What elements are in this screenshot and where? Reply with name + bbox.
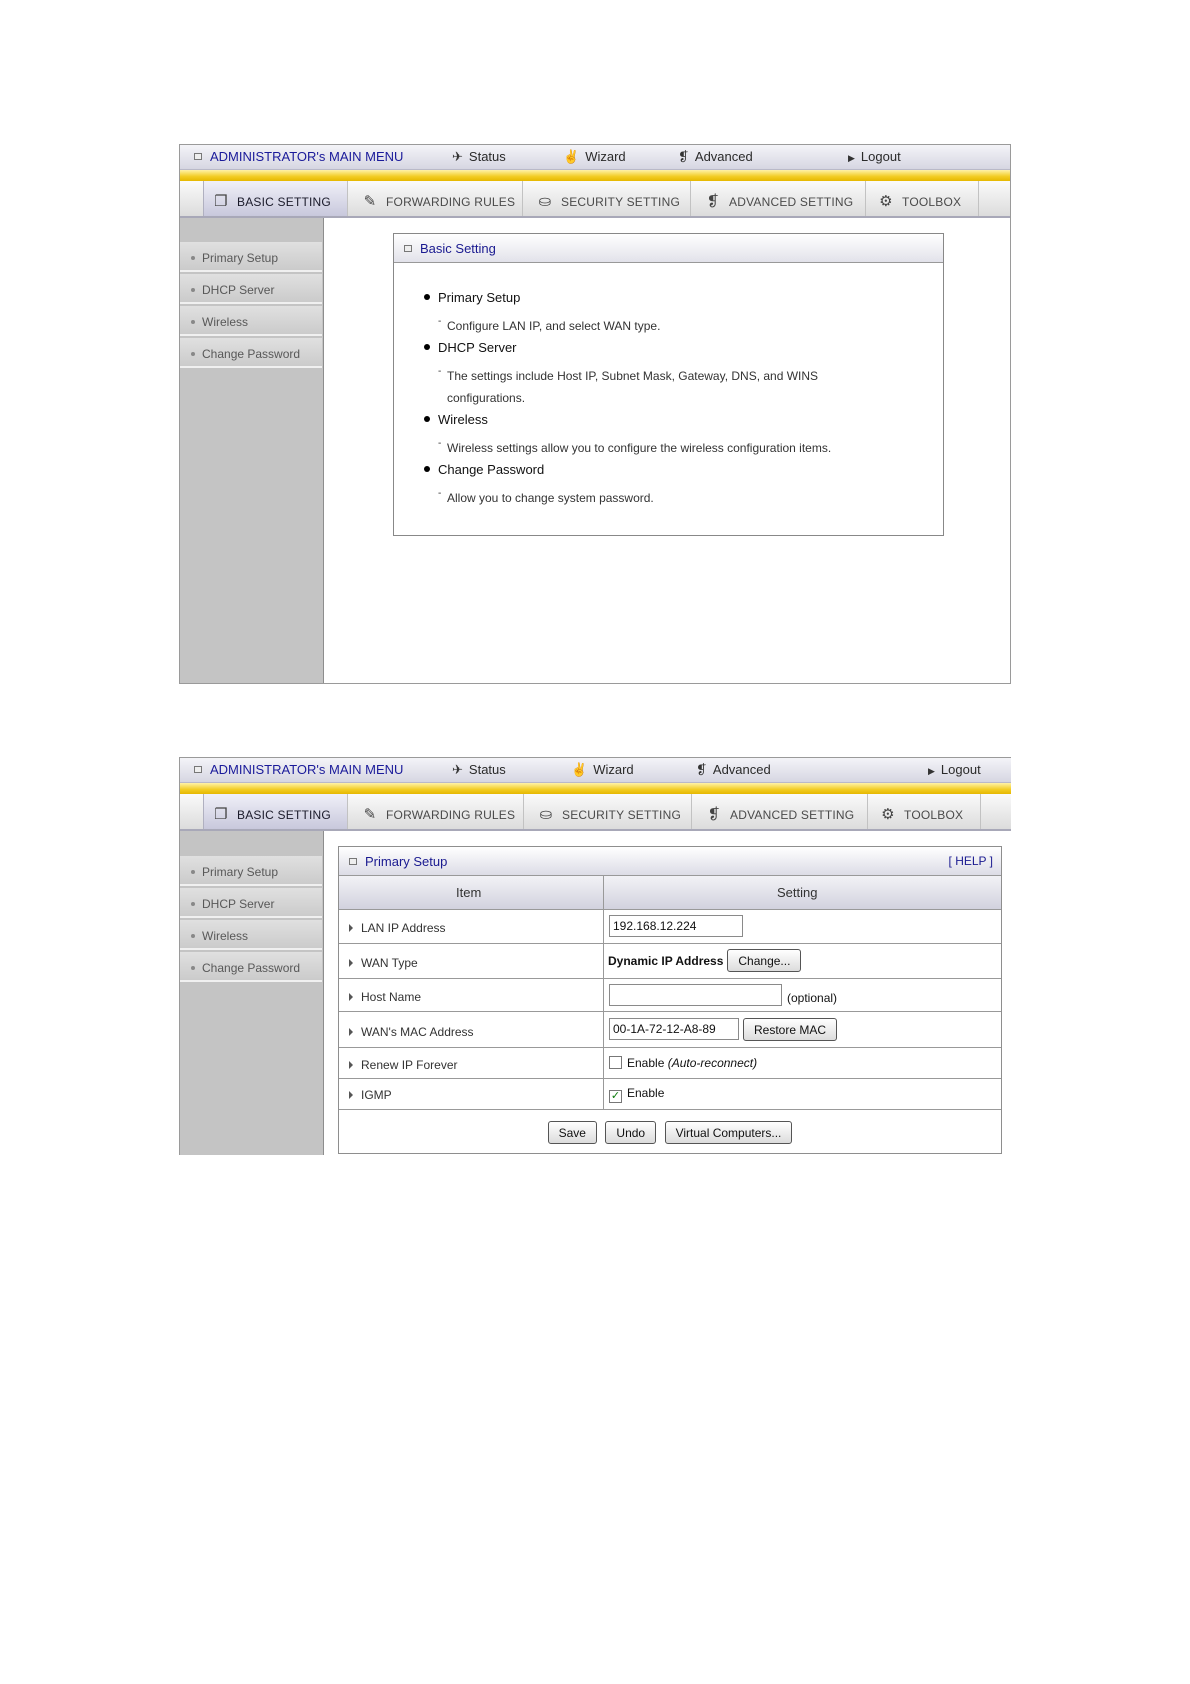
- section-heading: [424, 290, 924, 315]
- heading-text: Wireless: [438, 412, 488, 427]
- logout-label: Logout: [940, 762, 981, 777]
- sidebar-item-label: Change Password: [202, 961, 301, 975]
- logout-link[interactable]: [848, 149, 901, 164]
- sidebar-item-dhcp-server[interactable]: [180, 274, 322, 304]
- status-label: Status: [468, 149, 506, 164]
- table-row-mac-address: [339, 1012, 1001, 1048]
- section-description: [424, 315, 924, 337]
- tab-label: FORWARDING RULES: [386, 808, 516, 822]
- wizard-icon: ✌: [563, 149, 580, 164]
- tab-label: SECURITY SETTING: [562, 808, 681, 822]
- table-row-host-name: [339, 979, 1001, 1012]
- sidebar-item-label: Change Password: [202, 347, 301, 361]
- bullet-icon: [191, 966, 195, 970]
- section-heading: [424, 412, 924, 437]
- renew-ip-label: Renew IP Forever: [349, 1058, 458, 1072]
- admin-main-menu[interactable]: [194, 149, 403, 164]
- sidebar-item-wireless[interactable]: [180, 306, 322, 336]
- column-header-setting: Setting: [777, 885, 818, 900]
- toolbox-icon: ⚙: [881, 806, 895, 823]
- wizard-label: Wizard: [593, 762, 634, 777]
- tab-advanced-setting[interactable]: [692, 794, 868, 829]
- main-menu-bar: [180, 758, 1011, 783]
- lan-ip-input[interactable]: [609, 915, 743, 937]
- bullet-icon: [191, 288, 195, 292]
- arrow-right-icon: ▶: [928, 766, 935, 776]
- tab-forwarding-rules[interactable]: [348, 181, 523, 216]
- menu-square-icon: [194, 153, 202, 160]
- advanced-icon: ❡: [678, 149, 689, 164]
- igmp-checkbox[interactable]: ✓: [610, 1090, 621, 1102]
- table-row-wan-type: [339, 944, 1001, 979]
- tab-basic-setting[interactable]: [203, 794, 348, 829]
- primary-setup-screenshot: [179, 757, 1011, 1155]
- help-link[interactable]: [ HELP ]: [948, 854, 993, 868]
- advanced-link[interactable]: [678, 149, 753, 165]
- wan-type-label: WAN Type: [349, 956, 418, 970]
- bullet-icon: [191, 352, 195, 356]
- undo-button[interactable]: Undo: [605, 1121, 656, 1144]
- status-icon: ✈: [452, 762, 463, 777]
- sidebar: [180, 218, 324, 683]
- status-label: Status: [468, 762, 506, 777]
- basic-setting-screenshot: [179, 144, 1011, 684]
- igmp-label: IGMP: [349, 1088, 392, 1102]
- advanced-icon: ❡: [696, 762, 707, 777]
- primary-setup-panel: [338, 846, 1002, 1154]
- sidebar-item-change-password[interactable]: [180, 338, 322, 368]
- admin-menu-label: ADMINISTRATOR's MAIN MENU: [210, 149, 404, 164]
- forwarding-icon: ✎: [363, 193, 377, 210]
- sidebar-item-label: Wireless: [202, 929, 249, 943]
- forwarding-icon: ✎: [363, 806, 377, 823]
- security-icon: ⛀: [538, 193, 552, 210]
- sidebar-item-primary-setup[interactable]: [180, 856, 322, 886]
- table-row-renew-ip: [339, 1048, 1001, 1079]
- table-header: [339, 876, 1001, 910]
- sidebar-item-dhcp-server[interactable]: [180, 888, 322, 918]
- tab-label: TOOLBOX: [904, 808, 964, 822]
- advanced-icon: ❡: [706, 193, 720, 210]
- host-name-label: Host Name: [349, 990, 421, 1004]
- section-list: [424, 290, 924, 512]
- logout-link[interactable]: [928, 762, 981, 777]
- description-text: - Configure LAN IP, and select WAN type.: [447, 319, 661, 333]
- basic-setting-panel: [393, 233, 944, 536]
- panel-title-text: Primary Setup: [365, 854, 448, 869]
- virtual-computers-button[interactable]: Virtual Computers...: [665, 1121, 793, 1144]
- wizard-icon: ✌: [571, 762, 588, 777]
- arrow-right-icon: ▶: [848, 153, 855, 163]
- wizard-label: Wizard: [585, 149, 626, 164]
- logout-label: Logout: [860, 149, 901, 164]
- status-icon: ✈: [452, 149, 463, 164]
- admin-main-menu[interactable]: [194, 762, 403, 777]
- yellow-divider: [180, 783, 1011, 794]
- status-link[interactable]: [452, 149, 506, 165]
- toolbox-icon: ⚙: [879, 193, 893, 210]
- host-name-input[interactable]: [609, 984, 782, 1006]
- save-button[interactable]: Save: [548, 1121, 597, 1144]
- bullet-icon: [191, 256, 195, 260]
- lan-ip-label: LAN IP Address: [349, 921, 446, 935]
- sidebar-item-label: DHCP Server: [202, 283, 275, 297]
- section-description: [424, 365, 924, 409]
- bullet-icon: [424, 294, 430, 300]
- basic-setting-icon: ❐: [214, 806, 228, 823]
- panel-title-text: Basic Setting: [420, 241, 496, 256]
- section-description: [424, 487, 924, 509]
- mac-address-input[interactable]: [609, 1018, 739, 1040]
- sidebar-item-primary-setup[interactable]: [180, 242, 322, 272]
- tab-forwarding-rules[interactable]: [348, 794, 524, 829]
- description-text: - Allow you to change system password.: [447, 491, 654, 505]
- bullet-icon: [424, 344, 430, 350]
- bullet-icon: [191, 320, 195, 324]
- main-menu-bar: [180, 145, 1010, 170]
- advanced-label: Advanced: [712, 762, 771, 777]
- section-description: [424, 437, 924, 459]
- tab-advanced-setting[interactable]: [691, 181, 866, 216]
- tab-label: ADVANCED SETTING: [730, 808, 855, 822]
- igmp-enable-label: Enable: [627, 1086, 665, 1100]
- section-heading: [424, 340, 924, 365]
- wizard-link[interactable]: [571, 762, 634, 778]
- tab-label: FORWARDING RULES: [386, 195, 516, 209]
- change-wan-type-button[interactable]: Change...: [727, 949, 801, 972]
- bullet-icon: [191, 902, 195, 906]
- tab-label: BASIC SETTING: [237, 808, 331, 822]
- table-row-igmp: [339, 1079, 1001, 1110]
- panel-title: [394, 234, 943, 263]
- tab-label: BASIC SETTING: [237, 195, 331, 209]
- action-buttons: [339, 1110, 1001, 1155]
- description-text: - The settings include Host IP, Subnet Mask, Gateway, DNS, and WINS configurations.: [447, 369, 819, 405]
- table-row-lan-ip: [339, 910, 1001, 944]
- tab-label: TOOLBOX: [902, 195, 962, 209]
- sidebar-item-label: Primary Setup: [202, 865, 279, 879]
- section-heading: [424, 462, 924, 487]
- tab-label: SECURITY SETTING: [561, 195, 680, 209]
- bullet-icon: [424, 416, 430, 422]
- panel-title: [339, 847, 1001, 876]
- tab-bar: [180, 181, 1010, 218]
- yellow-divider: [180, 170, 1010, 181]
- menu-square-icon: [194, 766, 202, 773]
- sidebar-item-label: DHCP Server: [202, 897, 275, 911]
- tab-security-setting[interactable]: [523, 181, 691, 216]
- column-divider: [603, 876, 604, 1110]
- tab-basic-setting[interactable]: [203, 181, 348, 216]
- heading-text: Primary Setup: [438, 290, 521, 305]
- restore-mac-button[interactable]: Restore MAC: [743, 1018, 837, 1041]
- wizard-link[interactable]: [563, 149, 626, 165]
- bullet-icon: [424, 466, 430, 472]
- advanced-label: Advanced: [694, 149, 753, 164]
- mac-address-label: WAN's MAC Address: [349, 1025, 474, 1039]
- optional-hint: (optional): [787, 991, 838, 1005]
- description-text: - Wireless settings allow you to configure the wireless configuration items.: [447, 441, 832, 455]
- tab-label: ADVANCED SETTING: [729, 195, 854, 209]
- sidebar: [180, 831, 324, 1155]
- heading-text: DHCP Server: [438, 340, 517, 355]
- tab-toolbox[interactable]: [866, 181, 979, 216]
- bullet-icon: [191, 934, 195, 938]
- basic-setting-icon: ❐: [214, 193, 228, 210]
- admin-menu-label: ADMINISTRATOR's MAIN MENU: [210, 762, 404, 777]
- renew-ip-checkbox[interactable]: [609, 1056, 622, 1069]
- tab-toolbox[interactable]: [868, 794, 981, 829]
- security-icon: ⛀: [539, 806, 553, 823]
- tab-security-setting[interactable]: [524, 794, 692, 829]
- status-link[interactable]: [452, 762, 506, 778]
- tab-bar: [180, 794, 1011, 831]
- bullet-icon: [191, 870, 195, 874]
- auto-reconnect-note: (Auto-reconnect): [667, 1056, 758, 1070]
- advanced-icon: ❡: [707, 806, 721, 823]
- advanced-link[interactable]: [696, 762, 771, 778]
- sidebar-item-label: Wireless: [202, 315, 249, 329]
- wan-type-value: Dynamic IP Address: [608, 954, 724, 968]
- panel-square-icon: [349, 858, 357, 865]
- sidebar-item-label: Primary Setup: [202, 251, 279, 265]
- column-header-item: Item: [456, 885, 482, 900]
- sidebar-item-wireless[interactable]: [180, 920, 322, 950]
- heading-text: Change Password: [438, 462, 545, 477]
- sidebar-item-change-password[interactable]: [180, 952, 322, 982]
- renew-enable-label: Enable: [627, 1056, 665, 1070]
- panel-square-icon: [404, 245, 412, 252]
